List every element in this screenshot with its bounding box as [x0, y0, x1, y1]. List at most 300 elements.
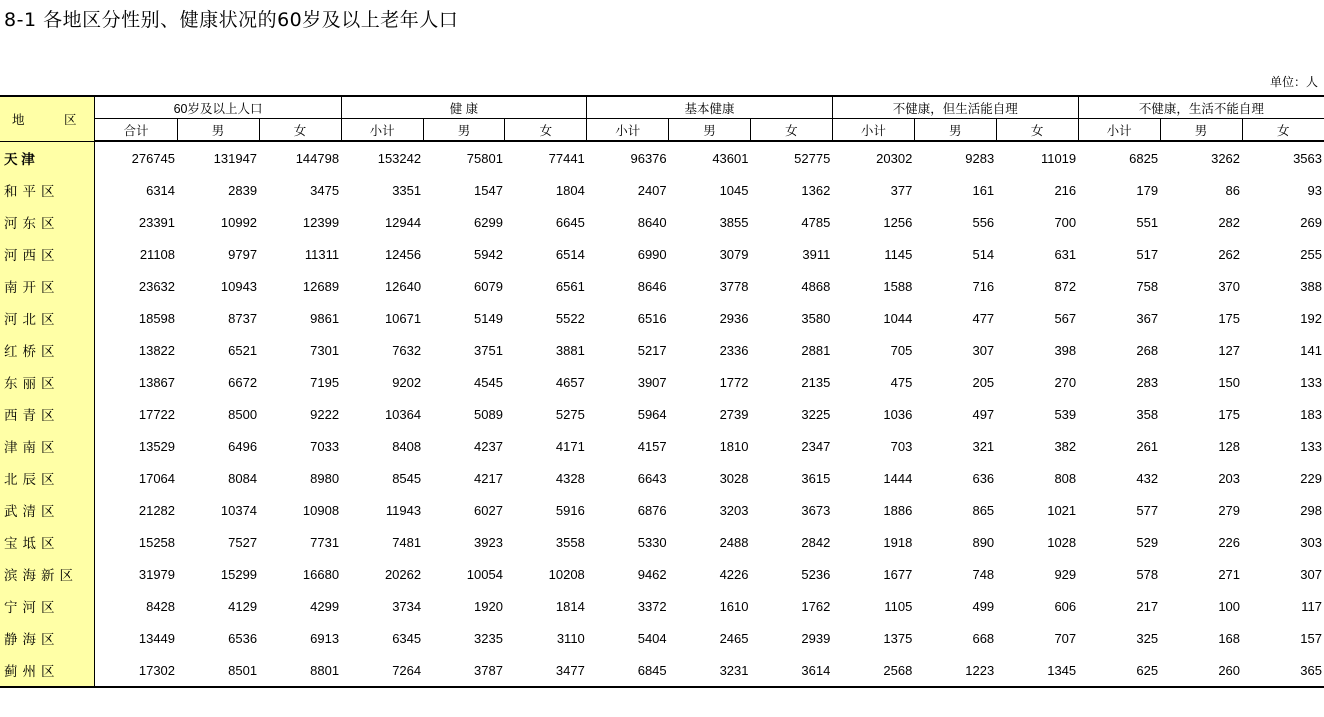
value-cell: 3203	[719, 502, 749, 518]
value-cell: 365	[1242, 654, 1324, 687]
value-cell: 9202	[392, 374, 422, 390]
value-cell: 20262	[384, 566, 422, 582]
value-cell: 2739	[719, 406, 749, 422]
value-cell: 3787	[423, 654, 505, 687]
value-cell: 255	[1300, 246, 1322, 262]
value-cell: 16680	[302, 566, 340, 582]
value-cell: 175	[1218, 310, 1241, 326]
sub-header-cell: 女	[259, 119, 341, 142]
value-cell: 5942	[474, 246, 503, 262]
value-cell: 3614	[750, 654, 832, 687]
value-cell: 3673	[801, 502, 831, 518]
value-cell: 1804	[555, 182, 585, 198]
value-cell: 1762	[801, 598, 831, 614]
value-cell: 705	[890, 342, 913, 358]
value-cell: 388	[1300, 278, 1322, 294]
value-cell: 6845	[587, 654, 669, 687]
region-cell: 河东区	[0, 206, 95, 238]
table-row	[0, 206, 1324, 238]
value-cell: 17302	[95, 654, 177, 687]
sub-header-cell: 男	[914, 119, 996, 142]
value-cell: 5404	[637, 630, 667, 646]
value-cell: 2939	[801, 630, 831, 646]
table-row	[0, 302, 1324, 334]
value-cell: 370	[1218, 278, 1241, 294]
value-cell: 1223	[914, 654, 996, 687]
value-cell: 700	[1054, 214, 1077, 230]
value-cell: 8501	[177, 654, 259, 687]
value-cell: 6536	[228, 630, 258, 646]
value-cell: 668	[972, 630, 995, 646]
value-cell: 6825	[1129, 150, 1159, 166]
value-cell: 1021	[1047, 502, 1077, 518]
table-row	[0, 270, 1324, 302]
value-cell: 6643	[637, 470, 667, 486]
value-cell: 2465	[719, 630, 749, 646]
value-cell: 3262	[1211, 150, 1241, 166]
value-cell: 12456	[384, 246, 422, 262]
value-cell: 475	[890, 374, 913, 390]
value-cell: 707	[1054, 630, 1077, 646]
value-cell: 1256	[883, 214, 913, 230]
value-cell: 3231	[669, 654, 751, 687]
value-cell: 5275	[555, 406, 585, 422]
value-cell: 3778	[719, 278, 749, 294]
value-cell: 3751	[474, 342, 503, 358]
sub-header-cell: 男	[177, 119, 259, 142]
value-cell: 205	[972, 374, 995, 390]
value-cell: 6645	[555, 214, 585, 230]
region-cell: 蓟州区	[0, 654, 95, 687]
value-cell: 358	[1136, 406, 1159, 422]
table-row	[0, 494, 1324, 526]
value-cell: 31979	[138, 566, 176, 582]
value-cell: 23391	[138, 214, 176, 230]
sub-header-cell: 合计	[95, 119, 177, 142]
value-cell: 4157	[637, 438, 667, 454]
value-cell: 6913	[310, 630, 340, 646]
value-cell: 11311	[304, 246, 340, 262]
value-cell: 539	[1054, 406, 1077, 422]
value-cell: 262	[1218, 246, 1241, 262]
group-header-basically-healthy: 基本健康	[587, 96, 833, 119]
value-cell: 3079	[719, 246, 749, 262]
value-cell: 11943	[385, 502, 422, 518]
sub-header-cell: 女	[1242, 119, 1324, 142]
value-cell: 117	[1301, 598, 1322, 614]
value-cell: 303	[1300, 534, 1322, 550]
value-cell: 5964	[637, 406, 667, 422]
value-cell: 3563	[1293, 150, 1322, 166]
value-cell: 150	[1218, 374, 1241, 390]
sub-header-cell: 小计	[1078, 119, 1160, 142]
value-cell: 3372	[637, 598, 667, 614]
value-cell: 2347	[801, 438, 831, 454]
value-cell: 6516	[637, 310, 667, 326]
value-cell: 5217	[637, 342, 667, 358]
value-cell: 183	[1300, 406, 1322, 422]
value-cell: 2135	[801, 374, 831, 390]
value-cell: 3907	[637, 374, 667, 390]
value-cell: 279	[1218, 502, 1241, 518]
value-cell: 578	[1136, 566, 1159, 582]
value-cell: 8500	[228, 406, 258, 422]
value-cell: 7481	[392, 534, 422, 550]
value-cell: 3028	[719, 470, 749, 486]
table-title: 8-1 各地区分性别、健康状况的60岁及以上老年人口	[4, 9, 459, 31]
value-cell: 4545	[474, 374, 503, 390]
table-row	[0, 462, 1324, 494]
value-cell: 203	[1218, 470, 1241, 486]
value-cell: 5236	[801, 566, 831, 582]
value-cell: 11019	[1040, 150, 1077, 166]
value-cell: 13822	[138, 342, 176, 358]
value-cell: 15299	[220, 566, 258, 582]
value-cell: 282	[1218, 214, 1241, 230]
table-body	[0, 141, 1324, 687]
value-cell: 93	[1307, 182, 1322, 198]
value-cell: 6672	[228, 374, 258, 390]
value-cell: 7632	[392, 342, 422, 358]
region-cell: 河西区	[0, 238, 95, 270]
population-table	[0, 95, 1324, 688]
value-cell: 133	[1300, 374, 1322, 390]
value-cell: 226	[1218, 534, 1241, 550]
value-cell: 4785	[801, 214, 831, 230]
value-cell: 6027	[474, 502, 503, 518]
value-cell: 271	[1218, 566, 1241, 582]
value-cell: 929	[1054, 566, 1077, 582]
value-cell: 21282	[138, 502, 176, 518]
value-cell: 2568	[832, 654, 914, 687]
value-cell: 382	[1054, 438, 1077, 454]
value-cell: 141	[1300, 342, 1322, 358]
value-cell: 153242	[377, 150, 422, 166]
value-cell: 4226	[719, 566, 749, 582]
value-cell: 1362	[801, 182, 831, 198]
value-cell: 551	[1136, 214, 1159, 230]
value-cell: 3475	[310, 182, 340, 198]
value-cell: 3351	[392, 182, 422, 198]
region-cell: 东丽区	[0, 366, 95, 398]
value-cell: 12944	[384, 214, 422, 230]
value-cell: 9462	[637, 566, 667, 582]
value-cell: 100	[1218, 598, 1241, 614]
table-row	[0, 430, 1324, 462]
value-cell: 6514	[555, 246, 585, 262]
group-header-healthy: 健 康	[341, 96, 587, 119]
sub-header-cell: 男	[669, 119, 751, 142]
value-cell: 86	[1225, 182, 1241, 198]
value-cell: 398	[1054, 342, 1077, 358]
value-cell: 497	[972, 406, 995, 422]
value-cell: 7033	[310, 438, 340, 454]
table-row	[0, 174, 1324, 206]
value-cell: 6314	[146, 182, 176, 198]
value-cell: 9283	[965, 150, 995, 166]
value-cell: 5149	[474, 310, 503, 326]
sub-header-cell: 女	[750, 119, 832, 142]
value-cell: 3855	[719, 214, 749, 230]
value-cell: 517	[1136, 246, 1159, 262]
sub-header-row	[0, 119, 1324, 142]
value-cell: 157	[1300, 630, 1322, 646]
value-cell: 1547	[474, 182, 503, 198]
value-cell: 890	[972, 534, 995, 550]
value-cell: 4237	[474, 438, 503, 454]
value-cell: 10908	[302, 502, 340, 518]
value-cell: 9797	[228, 246, 258, 262]
region-cell: 津南区	[0, 430, 95, 462]
sub-header-cell: 小计	[341, 119, 423, 142]
value-cell: 261	[1136, 438, 1159, 454]
value-cell: 377	[890, 182, 913, 198]
value-cell: 13529	[138, 438, 176, 454]
value-cell: 131947	[213, 150, 258, 166]
value-cell: 9861	[310, 310, 340, 326]
value-cell: 8408	[392, 438, 422, 454]
value-cell: 748	[972, 566, 995, 582]
value-cell: 13867	[138, 374, 176, 390]
value-cell: 75801	[466, 150, 503, 166]
value-cell: 13449	[138, 630, 176, 646]
group-header-unhealthy-self-care: 不健康，但生活能自理	[832, 96, 1078, 119]
value-cell: 77441	[548, 150, 585, 166]
value-cell: 1588	[883, 278, 913, 294]
value-cell: 229	[1300, 470, 1322, 486]
value-cell: 5330	[637, 534, 667, 550]
table-row	[0, 366, 1324, 398]
sub-header-cell: 男	[1160, 119, 1242, 142]
value-cell: 1886	[883, 502, 913, 518]
value-cell: 17722	[138, 406, 176, 422]
value-cell: 1677	[883, 566, 913, 582]
value-cell: 17064	[138, 470, 176, 486]
value-cell: 321	[972, 438, 995, 454]
value-cell: 367	[1136, 310, 1159, 326]
value-cell: 168	[1218, 630, 1241, 646]
value-cell: 625	[1078, 654, 1160, 687]
sub-header-cell: 女	[505, 119, 587, 142]
value-cell: 2407	[637, 182, 667, 198]
table-row	[0, 398, 1324, 430]
value-cell: 3881	[555, 342, 585, 358]
value-cell: 144798	[295, 150, 340, 166]
value-cell: 2936	[719, 310, 749, 326]
value-cell: 8428	[146, 598, 176, 614]
value-cell: 1345	[996, 654, 1078, 687]
value-cell: 3225	[801, 406, 831, 422]
table-row	[0, 654, 1324, 687]
table-row	[0, 622, 1324, 654]
value-cell: 636	[972, 470, 995, 486]
table-row	[0, 526, 1324, 558]
value-cell: 4299	[310, 598, 340, 614]
region-column-header: 地 区	[0, 96, 95, 141]
value-cell: 10364	[384, 406, 422, 422]
region-cell: 滨海新区	[0, 558, 95, 590]
value-cell: 716	[972, 278, 995, 294]
value-cell: 2842	[801, 534, 831, 550]
value-cell: 758	[1136, 278, 1159, 294]
value-cell: 1028	[1047, 534, 1077, 550]
value-cell: 268	[1136, 342, 1159, 358]
value-cell: 8640	[637, 214, 667, 230]
value-cell: 6299	[474, 214, 503, 230]
value-cell: 15258	[138, 534, 176, 550]
region-cell: 宁河区	[0, 590, 95, 622]
value-cell: 5522	[555, 310, 585, 326]
value-cell: 3235	[474, 630, 503, 646]
value-cell: 10992	[220, 214, 258, 230]
value-cell: 18598	[138, 310, 176, 326]
value-cell: 4328	[555, 470, 585, 486]
value-cell: 260	[1160, 654, 1242, 687]
value-cell: 1105	[884, 598, 913, 614]
value-cell: 5916	[555, 502, 585, 518]
region-cell: 南开区	[0, 270, 95, 302]
value-cell: 12640	[384, 278, 422, 294]
value-cell: 6345	[392, 630, 422, 646]
value-cell: 1772	[719, 374, 749, 390]
value-cell: 8545	[392, 470, 422, 486]
sub-header-cell: 男	[423, 119, 505, 142]
value-cell: 325	[1136, 630, 1159, 646]
region-cell: 天 津	[0, 141, 95, 174]
value-cell: 577	[1136, 502, 1159, 518]
value-cell: 4171	[555, 438, 585, 454]
value-cell: 3110	[556, 630, 585, 646]
table-row	[0, 141, 1324, 174]
value-cell: 175	[1218, 406, 1241, 422]
value-cell: 4129	[228, 598, 258, 614]
value-cell: 270	[1054, 374, 1077, 390]
value-cell: 12689	[302, 278, 340, 294]
group-header-total: 60岁及以上人口	[95, 96, 341, 119]
value-cell: 96376	[630, 150, 667, 166]
region-cell: 北辰区	[0, 462, 95, 494]
table-header	[0, 96, 1324, 141]
value-cell: 3734	[392, 598, 422, 614]
value-cell: 2488	[719, 534, 749, 550]
region-cell: 河北区	[0, 302, 95, 334]
unit-label: 单位：人	[1269, 75, 1318, 89]
value-cell: 7195	[310, 374, 340, 390]
region-cell: 静海区	[0, 622, 95, 654]
value-cell: 12399	[302, 214, 340, 230]
value-cell: 8084	[228, 470, 258, 486]
value-cell: 161	[972, 182, 995, 198]
value-cell: 872	[1054, 278, 1077, 294]
value-cell: 606	[1054, 598, 1077, 614]
value-cell: 127	[1218, 342, 1241, 358]
value-cell: 7527	[228, 534, 258, 550]
value-cell: 6521	[228, 342, 258, 358]
sub-header-cell: 小计	[832, 119, 914, 142]
value-cell: 3580	[801, 310, 831, 326]
value-cell: 6990	[637, 246, 667, 262]
value-cell: 52775	[794, 150, 831, 166]
value-cell: 43601	[712, 150, 749, 166]
value-cell: 6561	[555, 278, 585, 294]
value-cell: 307	[1300, 566, 1322, 582]
value-cell: 865	[972, 502, 995, 518]
value-cell: 1145	[884, 246, 913, 262]
value-cell: 8801	[259, 654, 341, 687]
value-cell: 1036	[883, 406, 913, 422]
value-cell: 3558	[555, 534, 585, 550]
value-cell: 216	[1054, 182, 1077, 198]
value-cell: 10208	[548, 566, 585, 582]
value-cell: 133	[1300, 438, 1322, 454]
value-cell: 499	[972, 598, 995, 614]
value-cell: 8737	[228, 310, 258, 326]
sub-header-cell: 小计	[587, 119, 669, 142]
value-cell: 10054	[466, 566, 503, 582]
value-cell: 1444	[883, 470, 913, 486]
value-cell: 529	[1136, 534, 1159, 550]
value-cell: 567	[1054, 310, 1077, 326]
value-cell: 192	[1300, 310, 1322, 326]
value-cell: 3911	[802, 246, 831, 262]
value-cell: 514	[972, 246, 995, 262]
region-cell: 宝坻区	[0, 526, 95, 558]
value-cell: 4217	[474, 470, 503, 486]
value-cell: 10671	[384, 310, 422, 326]
value-cell: 703	[890, 438, 913, 454]
region-cell: 武清区	[0, 494, 95, 526]
value-cell: 21108	[139, 246, 176, 262]
value-cell: 269	[1300, 214, 1322, 230]
value-cell: 1044	[883, 310, 913, 326]
value-cell: 1918	[883, 534, 913, 550]
region-cell: 红桥区	[0, 334, 95, 366]
value-cell: 1920	[474, 598, 503, 614]
value-cell: 1810	[719, 438, 749, 454]
table-row	[0, 334, 1324, 366]
value-cell: 1045	[719, 182, 749, 198]
region-cell: 西青区	[0, 398, 95, 430]
value-cell: 217	[1136, 598, 1159, 614]
value-cell: 2839	[228, 182, 258, 198]
table-row	[0, 558, 1324, 590]
value-cell: 23632	[138, 278, 176, 294]
value-cell: 3615	[801, 470, 831, 486]
value-cell: 6496	[228, 438, 258, 454]
value-cell: 1610	[719, 598, 749, 614]
value-cell: 10374	[220, 502, 258, 518]
value-cell: 4657	[555, 374, 585, 390]
value-cell: 477	[972, 310, 995, 326]
value-cell: 298	[1300, 502, 1322, 518]
value-cell: 2336	[719, 342, 749, 358]
value-cell: 7264	[341, 654, 423, 687]
value-cell: 179	[1136, 182, 1159, 198]
value-cell: 128	[1218, 438, 1241, 454]
value-cell: 8646	[637, 278, 667, 294]
value-cell: 276745	[131, 150, 176, 166]
table-row	[0, 238, 1324, 270]
value-cell: 7301	[310, 342, 340, 358]
value-cell: 631	[1054, 246, 1077, 262]
value-cell: 808	[1054, 470, 1077, 486]
group-header-unhealthy-no-self-care: 不健康，生活不能自理	[1078, 96, 1324, 119]
value-cell: 9222	[310, 406, 340, 422]
value-cell: 432	[1136, 470, 1159, 486]
value-cell: 3923	[474, 534, 503, 550]
sub-header-cell: 女	[996, 119, 1078, 142]
value-cell: 283	[1136, 374, 1159, 390]
